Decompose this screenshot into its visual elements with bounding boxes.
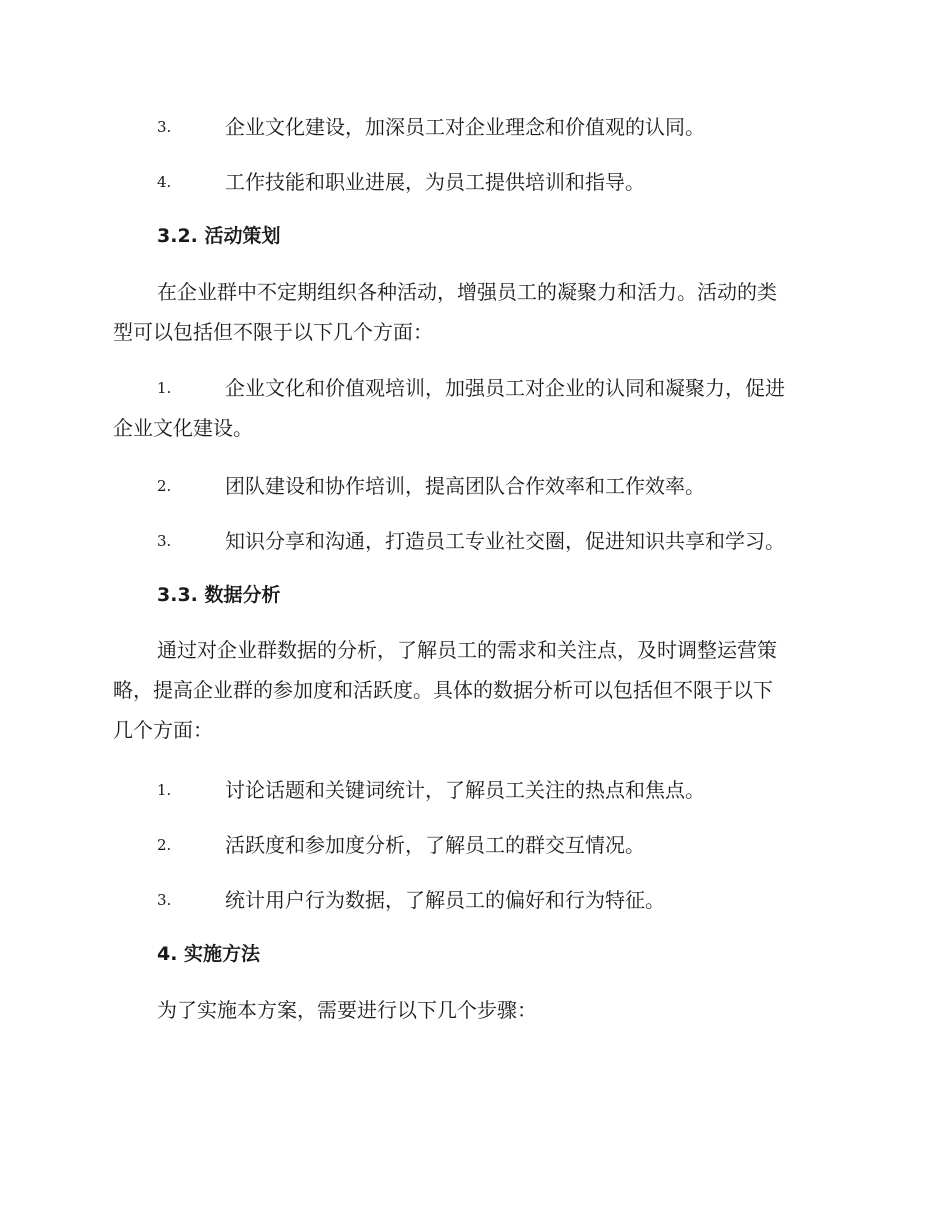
list-item-number: 3. <box>157 532 172 550</box>
list-item-number: 3. <box>157 891 172 909</box>
list-item-number: 2. <box>157 836 172 854</box>
list-item-line: 企业文化和价值观培训，加强员工对企业的认同和凝聚力，促进 <box>225 376 785 400</box>
list-item-text: 活跃度和参加度分析，了解员工的群交互情况。 <box>225 833 645 857</box>
list-item-text: 团队建设和协作培训，提高团队合作效率和工作效率。 <box>225 474 705 498</box>
list-item-text: 企业文化建设，加深员工对企业理念和价值观的认同。 <box>225 115 705 139</box>
section-heading-3-2: 3.2. 活动策划 <box>157 225 281 247</box>
section-heading-3-3: 3.3. 数据分析 <box>157 584 281 606</box>
paragraph-line: 通过对企业群数据的分析，了解员工的需求和关注点，及时调整运营策 <box>157 638 777 662</box>
paragraph-line: 为了实施本方案，需要进行以下几个步骤： <box>157 998 537 1022</box>
section-4-intro <box>113 990 835 1030</box>
list-item-number: 1. <box>157 781 172 799</box>
list-item-number: 2. <box>157 477 172 495</box>
section-3-3-intro <box>113 630 835 750</box>
list-item-number: 3. <box>157 118 172 136</box>
paragraph-line: 在企业群中不定期组织各种活动，增强员工的凝聚力和活力。活动的类 <box>157 280 777 304</box>
list-item-number: 4. <box>157 173 172 191</box>
list-item-number: 1. <box>157 379 172 397</box>
section-heading-4: 4. 实施方法 <box>157 943 261 965</box>
list-item-text <box>113 368 835 448</box>
list-item-text: 讨论话题和关键词统计，了解员工关注的热点和焦点。 <box>225 778 705 802</box>
paragraph-line: 型可以包括但不限于以下几个方面： <box>113 320 433 344</box>
list-item-text: 统计用户行为数据，了解员工的偏好和行为特征。 <box>225 888 665 912</box>
paragraph-line: 略，提高企业群的参加度和活跃度。具体的数据分析可以包括但不限于以下 <box>113 678 773 702</box>
list-item-line: 企业文化建设。 <box>113 416 253 440</box>
list-item-text: 工作技能和职业进展，为员工提供培训和指导。 <box>225 170 645 194</box>
paragraph-line: 几个方面： <box>113 718 213 742</box>
section-3-2-intro <box>113 272 835 352</box>
list-item-text: 知识分享和沟通，打造员工专业社交圈，促进知识共享和学习。 <box>225 529 785 553</box>
